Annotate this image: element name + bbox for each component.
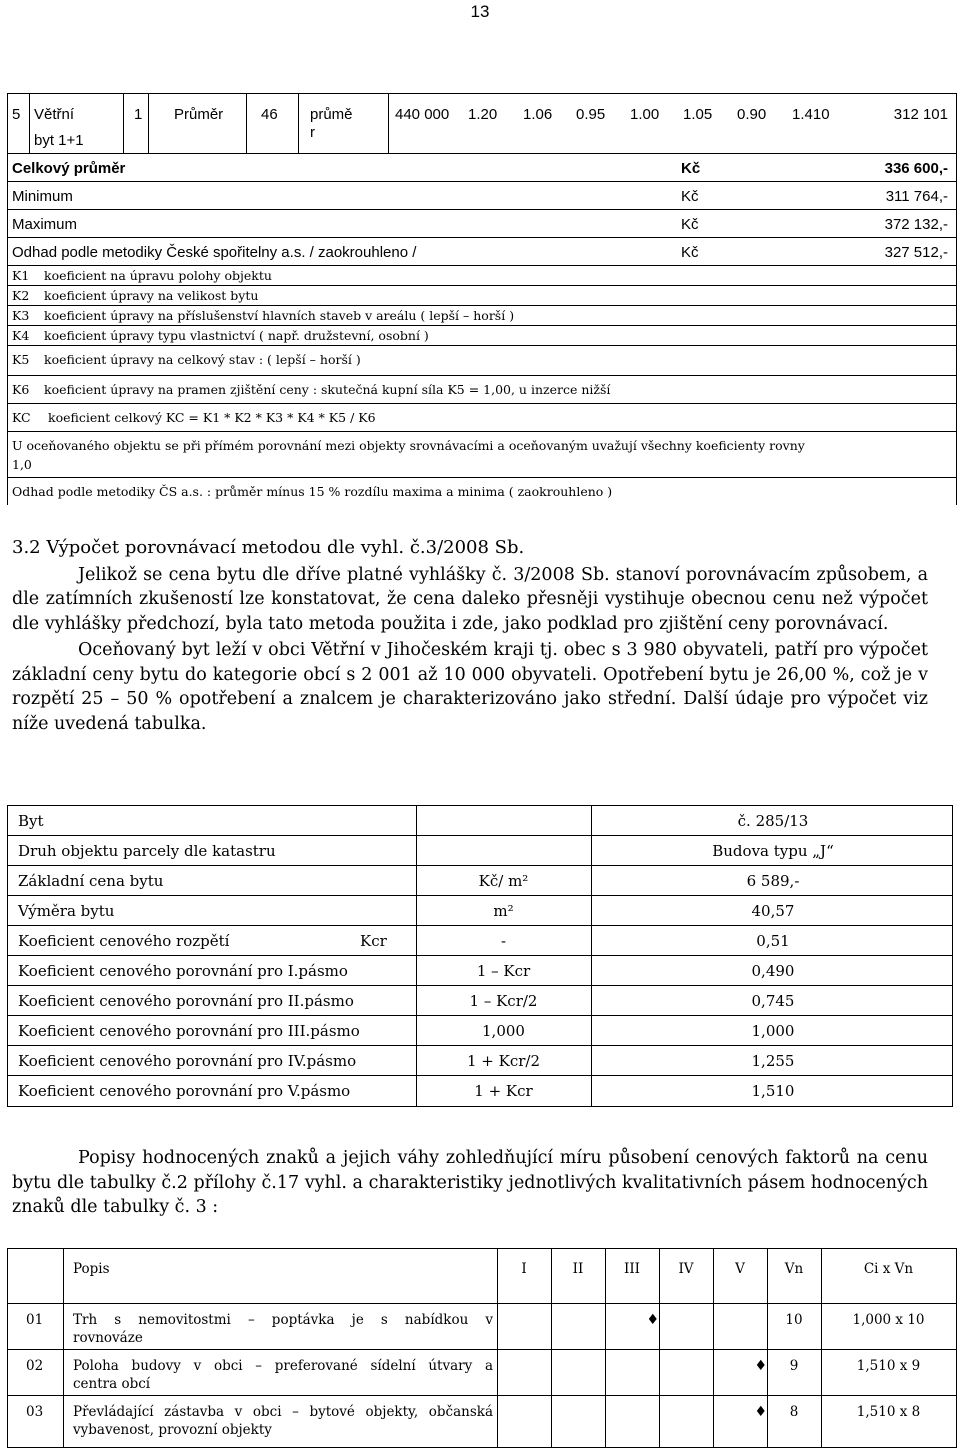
- rating-marker-icon: ♦: [646, 1312, 659, 1328]
- header-i: I: [521, 1261, 527, 1277]
- summary-currency: Kč: [681, 160, 701, 177]
- param-row: [8, 836, 952, 866]
- legend-text: koeficient na úpravu polohy objektu: [44, 268, 272, 283]
- param-label: Koeficient cenového porovnání pro V.pásmo: [18, 1082, 351, 1100]
- summary-currency: Kč: [681, 188, 699, 205]
- criteria-number: 01: [26, 1312, 44, 1328]
- param-label: Koeficient cenového porovnání pro IV.pásmo: [18, 1052, 357, 1070]
- criteria-text-line1: Poloha budovy v obci – preferované sídelní útvary a: [73, 1358, 493, 1374]
- legend-row: [7, 305, 957, 325]
- legend-text: koeficient úpravy typu vlastnictví ( např. družstevní, osobní ): [44, 328, 429, 343]
- k4-cell: 1.00: [630, 106, 660, 123]
- param-row: [8, 956, 952, 986]
- location-line2: byt 1+1: [34, 132, 84, 149]
- param-value: 1,000: [751, 1022, 795, 1040]
- criteria-number: 03: [26, 1404, 44, 1420]
- param-unit: -: [500, 932, 507, 950]
- param-row: [8, 806, 952, 836]
- param-value: 1,510: [751, 1082, 795, 1100]
- section-heading: 3.2 Výpočet porovnávací metodou dle vyhl. č.3/2008 Sb.: [12, 537, 525, 558]
- summary-label: Celkový průměr: [12, 160, 126, 177]
- legend-code: K2: [12, 288, 30, 303]
- legend-text: koeficient úpravy na celkový stav : ( lepší – horší ): [44, 352, 361, 367]
- header-iii: III: [624, 1261, 640, 1277]
- legend-row: [7, 403, 957, 431]
- criteria-header-row: [8, 1249, 956, 1304]
- criteria-vn: 9: [789, 1358, 799, 1374]
- row-number: 5: [12, 106, 21, 123]
- criteria-table: [7, 1248, 957, 1448]
- legend-code: K3: [12, 308, 30, 323]
- paragraph-descriptions: Popisy hodnocených znaků a jejich váhy zohledňující míru působení cenových faktorů na cenu bytu dle tabulky č.2 přílohy č.17 vyhl. a charakteristiky jednotlivých kvalitativních pásem hodnocených znaků dle tabulky č. 3 :: [12, 1148, 928, 1217]
- param-row: [8, 926, 952, 956]
- note-line2: r: [310, 124, 315, 141]
- summary-row-estimate: [7, 237, 957, 265]
- criteria-text-line1: Převládající zástavba v obci – bytové objekty, občanská: [73, 1404, 493, 1420]
- param-unit: 1 + Kcr: [474, 1082, 533, 1100]
- param-value: 6 589,-: [746, 872, 800, 890]
- param-extra: Kcr: [360, 932, 387, 950]
- param-value: 0,490: [751, 962, 795, 980]
- header-vn: Vn: [784, 1261, 804, 1277]
- param-unit: 1,000: [482, 1022, 525, 1040]
- param-value: 1,255: [751, 1052, 795, 1070]
- param-row: [8, 896, 952, 926]
- legend-text: koeficient úpravy na pramen zjištění ceny : skutečná kupní síla K5 = 1,00, u inzerce nižší: [44, 382, 611, 397]
- param-label: Základní cena bytu: [18, 872, 164, 890]
- criteria-vn: 10: [785, 1312, 803, 1328]
- criteria-text-line1: Trh s nemovitostmi – poptávka je s nabídkou v: [73, 1312, 493, 1328]
- header-popis: Popis: [73, 1261, 110, 1277]
- param-value: 0,745: [751, 992, 795, 1010]
- legend-text: koeficient celkový KC = K1 * K2 * K3 * K4 * K5 / K6: [48, 410, 376, 425]
- paragraph-location: Oceňovaný byt leží v obci Větřní v Jihočeském kraji tj. obec s 3 980 obyvateli, patří pro výpočet základní ceny bytu do kategorie obcí s 2 001 až 10 000 obyvateli. Opotřebení bytu je 26,00 %, což je v rozpětí 25 – 50 % opotřebení a znalcem je charakterizováno jako střední. Další údaje pro výpočet viz níže uvedená tabulka.: [12, 640, 928, 734]
- param-label: Druh objektu parcely dle katastru: [18, 842, 276, 860]
- param-row: [8, 1016, 952, 1046]
- rating-marker-icon: ♦: [754, 1404, 767, 1420]
- coefficient-note-row: [7, 431, 957, 477]
- section-text-2: [12, 1146, 928, 1220]
- section-text: [12, 536, 928, 736]
- criteria-row: [8, 1304, 956, 1350]
- kc-cell: 1.410: [792, 106, 830, 123]
- param-label: Výměra bytu: [18, 902, 115, 920]
- legend-row: [7, 345, 957, 375]
- criteria-row: [8, 1396, 956, 1447]
- criteria-cixvn: 1,510 x 9: [856, 1358, 921, 1374]
- param-label: Koeficient cenového rozpětí: [18, 932, 230, 950]
- param-row: [8, 986, 952, 1016]
- param-row: [8, 866, 952, 896]
- header-cixvn: Ci x Vn: [863, 1261, 914, 1277]
- summary-row-minimum: [7, 181, 957, 209]
- coefficient-note-line2: 1,0: [12, 457, 32, 472]
- price-cell: 440 000: [395, 106, 450, 123]
- criteria-cixvn: 1,000 x 10: [852, 1312, 925, 1328]
- legend-code: K4: [12, 328, 30, 343]
- param-label: Byt: [18, 812, 44, 830]
- comparison-row: [7, 93, 957, 153]
- area-cell: 46: [261, 106, 278, 123]
- criteria-cixvn: 1,510 x 8: [856, 1404, 921, 1420]
- param-unit: 1 – Kcr/2: [469, 992, 538, 1010]
- summary-label: Minimum: [12, 188, 73, 205]
- summary-row-maximum: [7, 209, 957, 237]
- header-iv: IV: [678, 1261, 694, 1277]
- summary-label: Maximum: [12, 216, 78, 233]
- parameters-table: [7, 805, 953, 1107]
- summary-label: Odhad podle metodiky České spořitelny a.s. / zaokrouhleno /: [12, 244, 417, 261]
- header-ii: II: [572, 1261, 584, 1277]
- summary-value: 327 512,-: [884, 244, 948, 261]
- estimate-note-row: [7, 477, 957, 505]
- legend-row: [7, 285, 957, 305]
- legend-code: K1: [12, 268, 30, 283]
- param-unit: 1 – Kcr: [476, 962, 531, 980]
- summary-currency: Kč: [681, 244, 699, 261]
- criteria-row: [8, 1350, 956, 1396]
- type-cell: Průměr: [174, 106, 224, 123]
- legend-row: [7, 375, 957, 403]
- param-unit: Kč/ m²: [478, 872, 529, 890]
- note-line1: průmě: [310, 106, 353, 123]
- summary-currency: Kč: [681, 216, 699, 233]
- k2-cell: 1.06: [523, 106, 553, 123]
- param-unit: m²: [493, 902, 514, 920]
- criteria-text-line2: centra obcí: [73, 1376, 151, 1392]
- param-label: Koeficient cenového porovnání pro II.pásmo: [18, 992, 354, 1010]
- estimate-note: Odhad podle metodiky ČS a.s. : průměr mínus 15 % rozdílu maxima a minima ( zaokrouhleno ): [12, 484, 613, 499]
- k5-cell: 1.05: [683, 106, 713, 123]
- param-value: 0,51: [756, 932, 790, 950]
- criteria-text-line2: rovnováze: [73, 1330, 143, 1346]
- k1-cell: 1.20: [468, 106, 498, 123]
- param-row: [8, 1046, 952, 1076]
- summary-value: 336 600,-: [884, 160, 948, 177]
- param-row: [8, 1076, 952, 1106]
- legend-code: K6: [12, 382, 30, 397]
- legend-text: koeficient úpravy na příslušenství hlavních staveb v areálu ( lepší – horší ): [44, 308, 515, 323]
- param-value: 40,57: [751, 902, 795, 920]
- rating-marker-icon: ♦: [754, 1358, 767, 1374]
- count-cell: 1: [134, 106, 143, 123]
- legend-row: [7, 325, 957, 345]
- summary-value: 311 764,-: [885, 188, 948, 205]
- criteria-text-line2: vybavenost, provozní objekty: [73, 1422, 272, 1438]
- legend-code: K5: [12, 352, 30, 367]
- param-label: Koeficient cenového porovnání pro III.pásmo: [18, 1022, 360, 1040]
- location-line1: Větřní: [34, 106, 75, 123]
- param-value: Budova typu „J“: [712, 842, 834, 860]
- coefficient-note-line1: U oceňovaného objektu se při přímém porovnání mezi objekty srovnávacími a oceňovaným uvažují všechny koeficienty rovny: [12, 438, 805, 453]
- summary-value: 372 132,-: [884, 216, 948, 233]
- summary-row-average: [7, 153, 957, 181]
- header-v: V: [735, 1261, 745, 1277]
- paragraph-method: Jelikož se cena bytu dle dříve platné vyhlášky č. 3/2008 Sb. stanoví porovnávacím způsobem, a dle zatímních zkušeností lze konstatovat, že cena daleko přesněji vystihuje obecnou cenu než výpočet dle vyhlášky předchozí, byla tato metoda použita i zde, jako podklad pro zjištění ceny porovnávací.: [12, 564, 928, 634]
- page-number: 13: [470, 2, 490, 21]
- criteria-vn: 8: [789, 1404, 799, 1420]
- param-value: č. 285/13: [737, 812, 809, 830]
- comparison-table: [7, 93, 957, 505]
- k6-cell: 0.90: [737, 106, 767, 123]
- criteria-number: 02: [26, 1358, 44, 1374]
- k3-cell: 0.95: [576, 106, 606, 123]
- legend-text: koeficient úpravy na velikost bytu: [44, 288, 259, 303]
- legend-code: KC: [12, 410, 31, 425]
- result-cell: 312 101: [893, 106, 948, 123]
- param-unit: 1 + Kcr/2: [466, 1052, 541, 1070]
- legend-row: [7, 265, 957, 285]
- param-label: Koeficient cenového porovnání pro I.pásmo: [18, 962, 348, 980]
